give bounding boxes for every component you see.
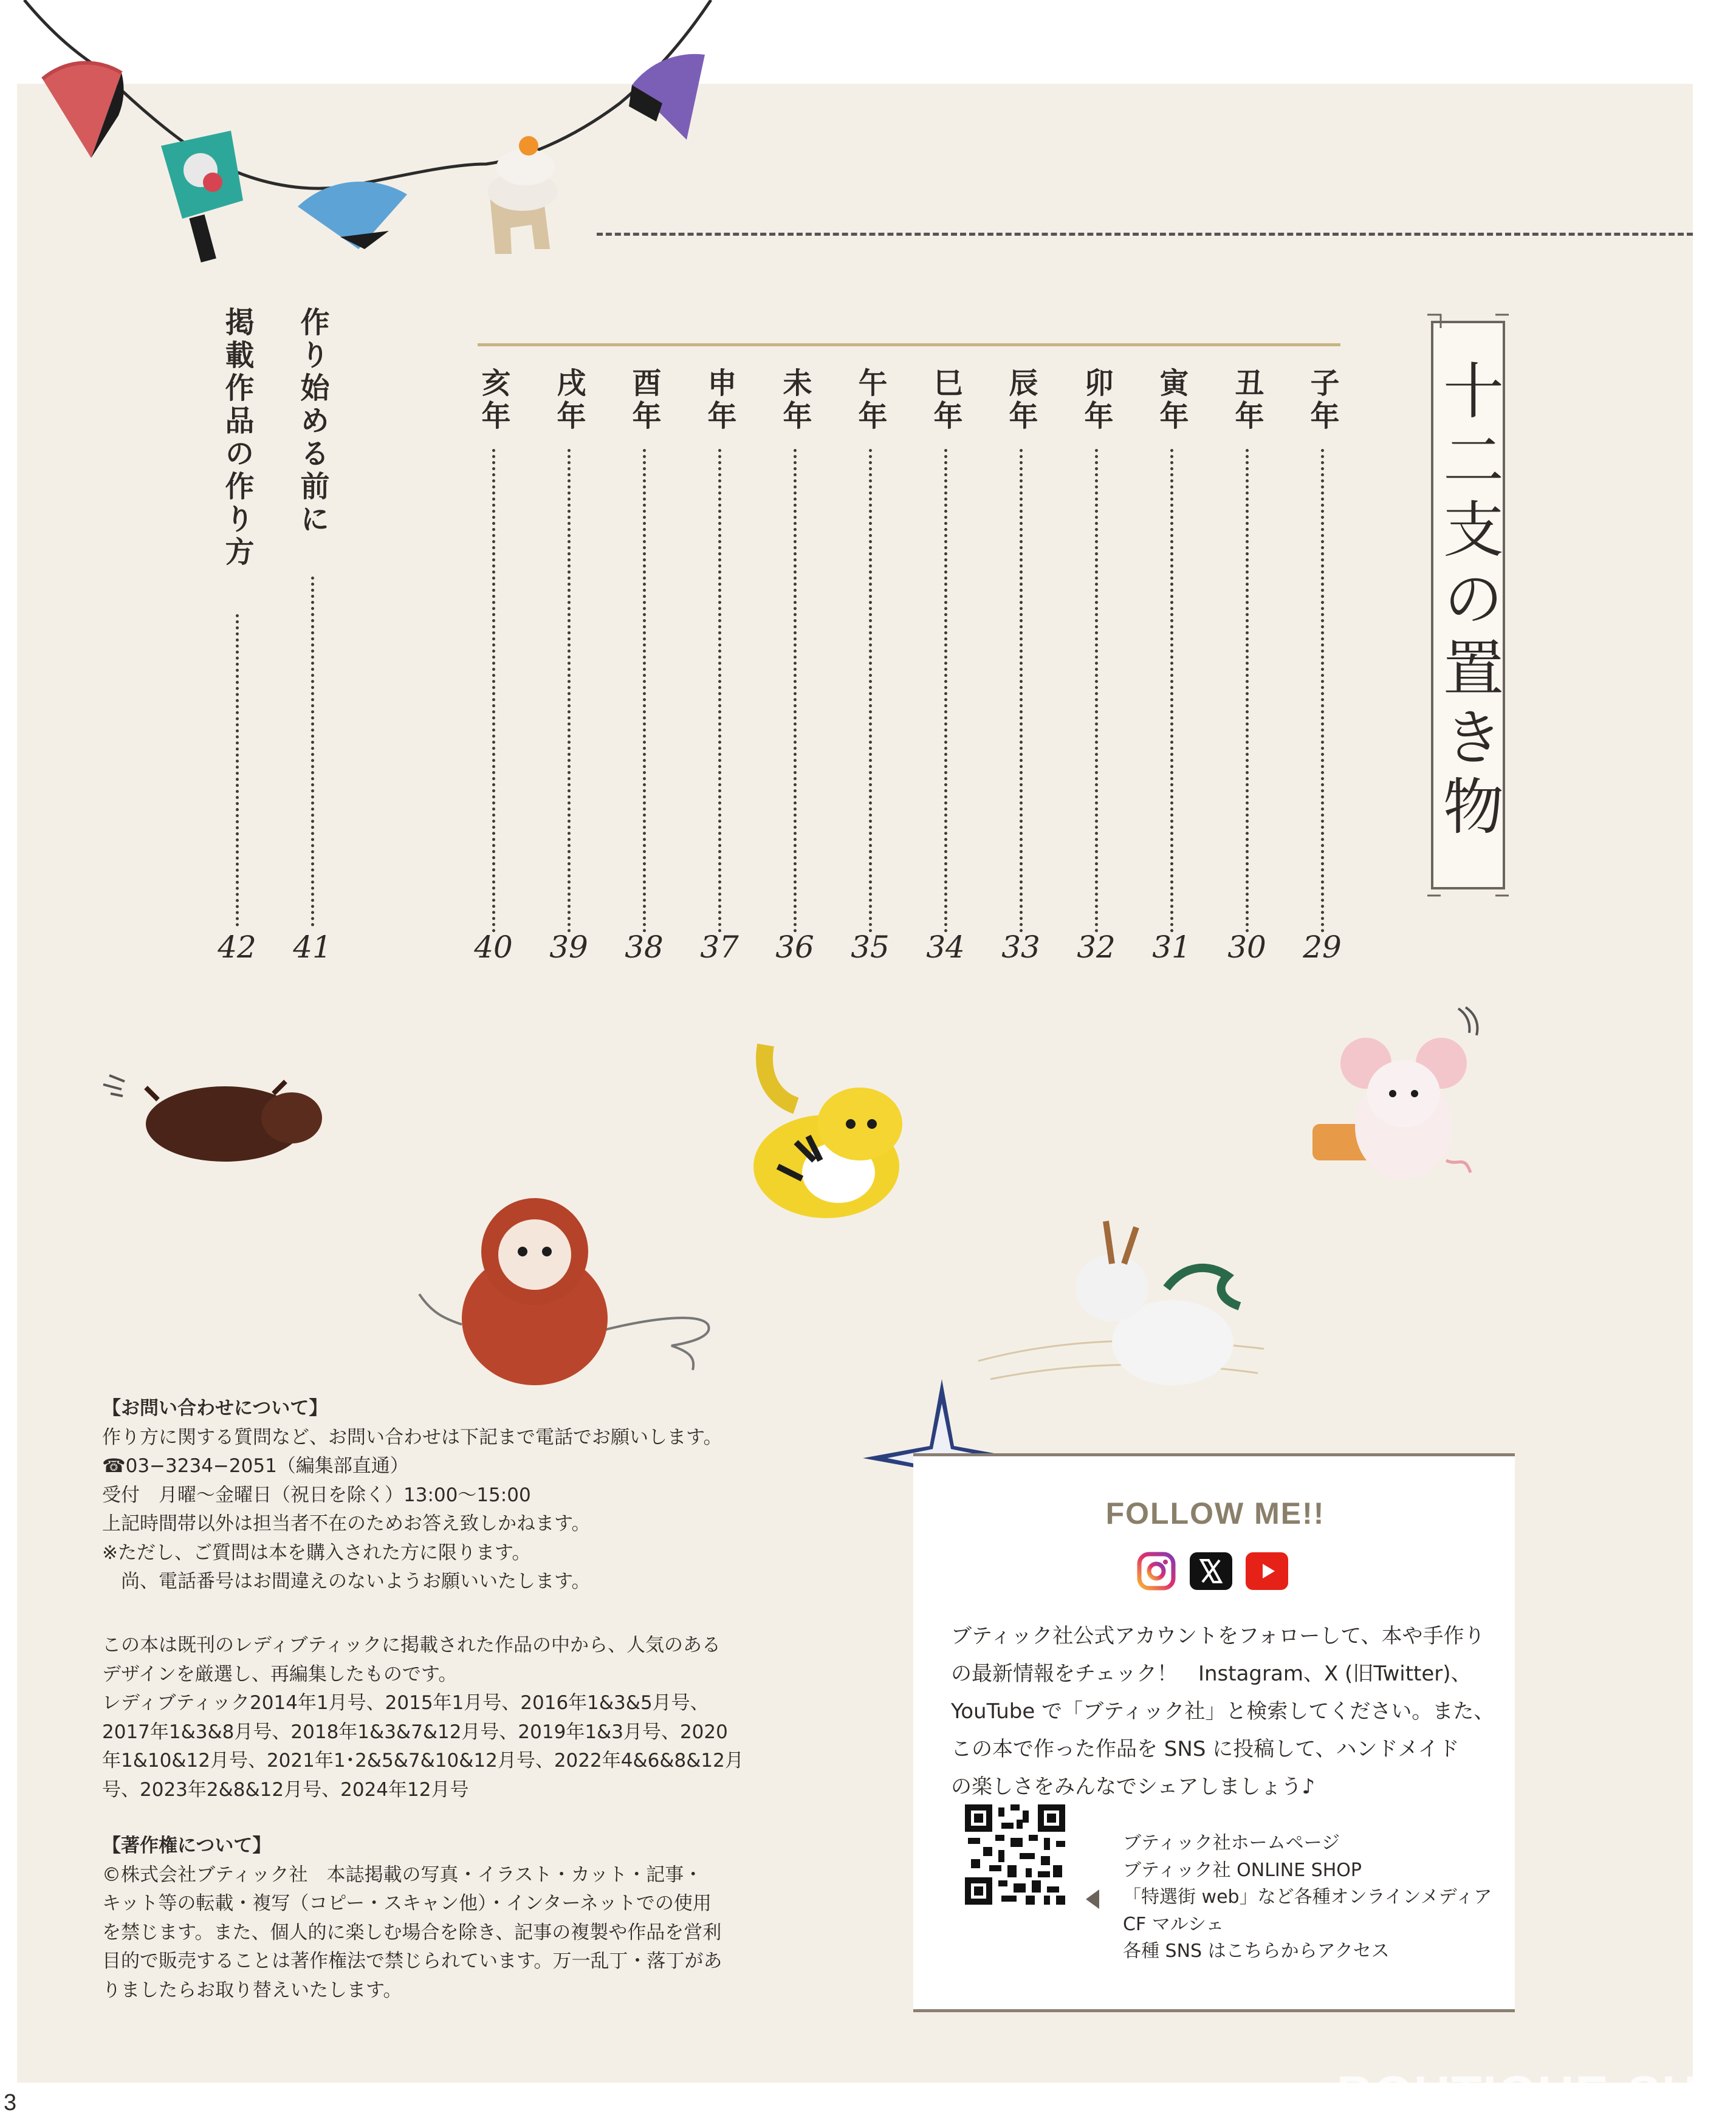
toc-item[interactable] [1000,368,1042,972]
copyright-line: 目的で販売することは著作権法で禁じられています。万一乱丁・落丁があ [102,1950,722,1972]
toc-leader-dots [944,449,947,933]
inquiry-line: 尚、電話番号はお間違えのないようお願いいたします。 [102,1571,591,1592]
toc-page-number: 29 [1303,930,1342,965]
toc-page-number: 35 [851,930,890,965]
link-list [1123,1830,1492,1965]
follow-text-line: の最新情報をチェック！ Instagram、X (旧Twitter)、 [951,1662,1472,1686]
link-item[interactable]: 「特選街 web」など各種オンラインメディア [1123,1886,1492,1908]
toc-item-label: 戌年 [552,368,586,433]
follow-text-line: この本で作った作品を SNS に投稿して、ハンドメイド [951,1737,1460,1761]
follow-title: FOLLOW ME!! [1105,1496,1325,1530]
inquiry-line: 作り方に関する質問など、お問い合わせは下記まで電話でお願いします。 [102,1426,722,1448]
toc-page-number: 32 [1077,930,1116,965]
toc-leader-dots [718,449,721,933]
source-note-line: 年1&10&12月号、2021年1･2&5&7&10&12月号、2022年4&6&8&12月 [102,1750,744,1772]
inquiry-line: 上記時間帯以外は担当者不在のためお答え致しかねます。 [102,1513,591,1535]
toc-leader-dots [1321,449,1324,933]
toc-page-number: 36 [775,930,814,965]
follow-text-line: YouTube で「ブティック社」と検索してください。また、 [951,1699,1495,1724]
toc-page-number: 30 [1227,930,1266,965]
toc-page-number: 42 [218,930,256,965]
toc-item[interactable] [291,307,334,911]
toc-item-label: 申年 [702,368,736,433]
toc-leader-dots [1095,449,1098,933]
inquiry-line: ☎03−3234−2051（編集部直通） [102,1455,409,1477]
copyright-section [102,1832,813,2005]
toc-leader-dots [492,449,495,933]
qr-code[interactable] [965,1804,1065,1905]
source-note-line: デザインを厳選し、再編集したものです。 [102,1663,458,1685]
toc-leader-dots [311,577,314,927]
hagoita-ornament [161,131,243,262]
follow-description [951,1617,1498,1806]
link-item[interactable]: CF マルシェ [1123,1913,1224,1935]
toc-item[interactable] [547,368,590,972]
toc-item-label: 未年 [778,368,812,433]
toc-leader-dots [869,449,872,933]
toc-page-number: 40 [474,930,513,965]
copyright-line: りましたらお取り替えいたします。 [102,1979,402,2001]
toc-leader-dots [794,449,797,933]
toc-item-label: 作り始める前に [295,307,329,536]
tiger-figure [741,1033,924,1233]
inquiry-section [102,1394,813,1597]
toc-item[interactable] [1301,368,1343,972]
page-title: 十二支の置き物 [1433,359,1504,844]
source-note-line: 2017年1&3&8月号、2018年1&3&7&12月号、2019年1&3月号、2020 [102,1721,728,1743]
source-note-section [102,1631,813,1804]
toc-item-label: 辰年 [1004,368,1038,433]
copyright-line: キット等の転載・複写（コピー・スキャン他）・インターネットでの使用 [102,1893,712,1914]
x-icon[interactable] [1190,1552,1232,1590]
kagami-mochi-ornament [487,136,558,254]
mouse-figure [1312,1002,1495,1185]
inquiry-heading: 【お問い合わせについて】 [102,1397,328,1419]
toc-item-label: 巳年 [928,368,962,433]
toc-item[interactable] [849,368,891,972]
toc-page-number: 39 [549,930,588,965]
toc-item[interactable] [1226,368,1268,972]
contents-gold-rule [478,343,1340,346]
boar-figure [97,1051,340,1173]
toc-item-label: 酉年 [627,368,661,433]
source-note-line: レディブティック2014年1月号、2015年1月号、2016年1&3&5月号、 [102,1692,709,1714]
link-item[interactable]: ブティック社ホームページ [1123,1832,1340,1854]
toc-item[interactable] [1075,368,1117,972]
arrow-left-icon [1086,1889,1099,1909]
toc-page-number: 38 [625,930,664,965]
toc-page-number: 34 [926,930,965,965]
red-fan-ornament [43,63,124,158]
page-number: 3 [4,2090,17,2115]
source-note-line: 号、2023年2&8&12月号、2024年12月号 [102,1778,469,1801]
source-note-line: この本は既刊のレディブティックに掲載された作品の中から、人気のある [102,1634,721,1656]
toc-leader-dots [236,614,239,927]
toc-item-label: 子年 [1305,368,1339,433]
toc-item[interactable] [216,307,258,911]
instagram-icon[interactable] [1135,1552,1178,1590]
toc-item[interactable] [623,368,665,972]
toc-item-label: 午年 [853,368,887,433]
toc-item-label: 丑年 [1230,368,1264,433]
toc-item[interactable] [774,368,816,972]
toc-page-number: 37 [700,930,739,965]
copyright-heading: 【著作権について】 [102,1835,272,1857]
follow-text-line: の楽しさをみんなでシェアしましょう♪ [951,1775,1316,1799]
link-item[interactable]: 各種 SNS はこちらからアクセス [1123,1941,1390,1962]
toc-leader-dots [1020,449,1023,933]
copyright-line: を禁じます。また、個人的に楽しむ場合を除き、記事の複製や作品を営利 [102,1921,722,1944]
toc-item[interactable] [698,368,741,972]
toc-page-number: 31 [1152,930,1191,965]
inquiry-line: 受付 月曜〜金曜日（祝日を除く）13:00〜15:00 [102,1484,531,1506]
copyright-line: ©株式会社ブティック社 本誌掲載の写真・イラスト・カット・記事・ [102,1863,703,1886]
toc-leader-dots [568,449,571,933]
toc-item[interactable] [472,368,515,972]
toc-leader-dots [1170,449,1173,933]
inquiry-line: ※ただし、ご質問は本を購入された方に限ります。 [102,1541,531,1564]
toc-item-label: 寅年 [1154,368,1189,433]
toc-leader-dots [1246,449,1249,933]
new-year-garland [0,0,729,267]
dashed-divider [597,233,1693,236]
blue-fan-ornament [298,182,407,249]
youtube-icon[interactable] [1246,1552,1288,1590]
follow-text-line: ブティック社公式アカウントをフォローして、本や手作り [951,1624,1485,1648]
toc-item-label: 亥年 [476,368,510,433]
dragon-figure [978,1203,1270,1397]
toc-item[interactable] [924,368,967,972]
toc-page-number: 41 [293,930,332,965]
brand-watermark: BOUTIQUE-SHA [1337,2066,1736,2122]
purple-fan-ornament [629,54,705,140]
toc-leader-dots [643,449,646,933]
toc-page-number: 33 [1001,930,1040,965]
monkey-figure [413,1185,717,1385]
link-item[interactable]: ブティック社 ONLINE SHOP [1123,1859,1362,1881]
toc-item-label: 掲載作品の作り方 [220,307,254,569]
toc-item-label: 卯年 [1079,368,1113,433]
toc-item[interactable] [1150,368,1193,972]
